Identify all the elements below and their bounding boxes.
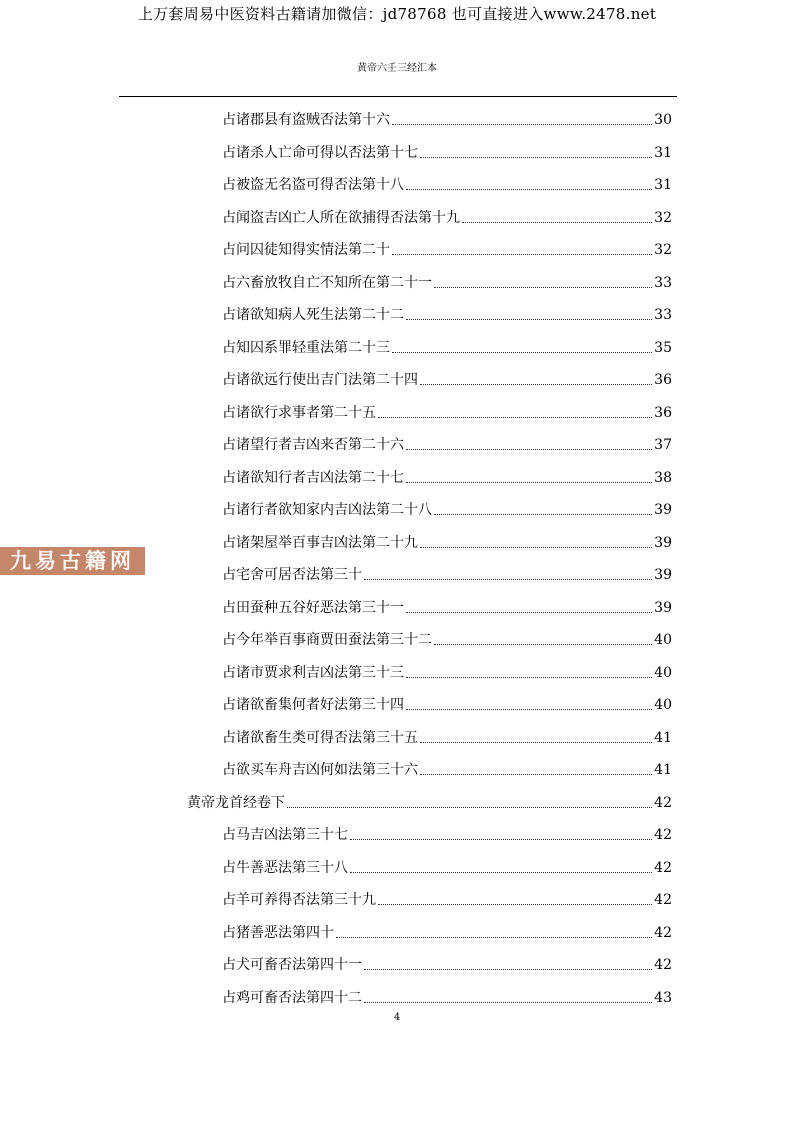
- toc-entry[interactable]: [222, 110, 672, 130]
- toc-entry-page: 39: [654, 502, 672, 518]
- toc-entry[interactable]: [222, 630, 672, 650]
- toc-entry[interactable]: [222, 923, 672, 943]
- toc-entry[interactable]: [222, 890, 672, 910]
- toc-entry[interactable]: [222, 240, 672, 260]
- toc-entry[interactable]: [222, 695, 672, 715]
- toc-entry-page: 41: [654, 762, 672, 778]
- toc-dot-leader: [378, 417, 652, 418]
- toc-entry[interactable]: [222, 273, 672, 293]
- toc-dot-leader: [364, 579, 652, 580]
- header-rule: [119, 96, 677, 97]
- toc-entry-title: 占猪善恶法第四十: [222, 924, 334, 941]
- toc-dot-leader: [420, 742, 652, 743]
- toc-entry-title: 占诸欲远行使出吉门法第二十四: [222, 372, 418, 388]
- toc-dot-leader: [462, 222, 652, 223]
- toc-entry[interactable]: [222, 858, 672, 878]
- toc-dot-leader: [434, 514, 652, 515]
- toc-entry[interactable]: [222, 305, 672, 325]
- toc-entry-page: 31: [654, 144, 672, 161]
- toc-entry[interactable]: [222, 370, 672, 390]
- toc-entry-page: 39: [654, 534, 672, 551]
- toc-entry-page: 42: [654, 827, 672, 843]
- toc-entry-title: 占诸欲畜生类可得否法第三十五: [222, 729, 418, 746]
- toc-entry[interactable]: [222, 175, 672, 195]
- toc-dot-leader: [406, 449, 652, 450]
- toc-entry-title: 占六畜放牧自亡不知所在第二十一: [222, 274, 432, 291]
- toc-entry-title: 占羊可养得否法第三十九: [222, 892, 376, 908]
- toc-dot-leader: [364, 1002, 652, 1003]
- toc-dot-leader: [336, 937, 652, 938]
- toc-entry-page: 39: [654, 599, 672, 616]
- toc-entry[interactable]: [222, 468, 672, 488]
- toc-entry-page: 36: [654, 372, 672, 388]
- toc-entry-page: 42: [654, 957, 672, 973]
- toc-entry-title: 占被盗无名盗可得否法第十八: [222, 177, 404, 193]
- toc-entry-page: 42: [654, 794, 672, 811]
- toc-entry-page: 36: [654, 404, 672, 421]
- toc-dot-leader: [364, 969, 652, 970]
- toc-entry-title: 占闻盗吉凶亡人所在欲捕得否法第十九: [222, 209, 460, 226]
- toc-dot-leader: [378, 904, 652, 905]
- toc-entry-page: 40: [654, 664, 672, 681]
- toc-entry[interactable]: [222, 208, 672, 228]
- toc-entry-title: 占知囚系罪轻重法第二十三: [222, 339, 390, 356]
- toc-dot-leader: [406, 189, 652, 190]
- toc-entry[interactable]: [187, 793, 672, 813]
- toc-entry-page: 35: [654, 339, 672, 356]
- toc-entry[interactable]: [222, 728, 672, 748]
- toc-entry-page: 40: [654, 697, 672, 713]
- toc-entry[interactable]: [222, 338, 672, 358]
- toc-dot-leader: [420, 157, 652, 158]
- toc-dot-leader: [287, 807, 652, 808]
- toc-dot-leader: [350, 839, 652, 840]
- toc-entry-title: 占诸望行者吉凶来否第二十六: [222, 437, 404, 453]
- toc-entry-page: 42: [654, 924, 672, 941]
- toc-entry-page: 38: [654, 469, 672, 486]
- toc-entry-page: 41: [654, 729, 672, 746]
- toc-entry-title: 占田蚕种五谷好恶法第三十一: [222, 599, 404, 616]
- running-head: 黄帝六壬三经汇本: [357, 63, 437, 74]
- header-banner: 上万套周易中医资料古籍请加微信：jd78768 也可直接进入www.2478.net: [137, 5, 657, 23]
- toc-entry-page: 33: [654, 274, 672, 291]
- toc-dot-leader: [392, 352, 652, 353]
- toc-entry-title: 占宅舍可居否法第三十: [222, 567, 362, 583]
- toc-dot-leader: [406, 709, 652, 710]
- toc-entry-page: 32: [654, 242, 672, 258]
- toc-entry-page: 42: [654, 892, 672, 908]
- toc-entry-page: 43: [654, 989, 672, 1006]
- toc-entry[interactable]: [222, 663, 672, 683]
- toc-dot-leader: [406, 482, 652, 483]
- watermark-logo: 九易古籍网: [0, 547, 145, 575]
- toc-entry-title: 占马吉凶法第三十七: [222, 827, 348, 843]
- toc-entry-title: 占诸欲知病人死生法第二十二: [222, 307, 404, 323]
- toc-dot-leader: [420, 774, 652, 775]
- toc-entry[interactable]: [222, 565, 672, 585]
- toc-entry-title: 占问囚徒知得实情法第二十: [222, 242, 390, 258]
- toc-entry-title: 占诸架屋举百事吉凶法第二十九: [222, 534, 418, 551]
- toc-entry[interactable]: [222, 435, 672, 455]
- toc-dot-leader: [392, 124, 652, 125]
- toc-entry[interactable]: [222, 143, 672, 163]
- toc-dot-leader: [392, 254, 652, 255]
- toc-entry[interactable]: [222, 988, 672, 1008]
- toc-dot-leader: [434, 644, 652, 645]
- toc-dot-leader: [420, 384, 652, 385]
- toc-entry[interactable]: [222, 955, 672, 975]
- toc-entry[interactable]: [222, 500, 672, 520]
- toc-entry[interactable]: [222, 825, 672, 845]
- toc-entry-page: 40: [654, 632, 672, 648]
- toc-entry-title: 占犬可畜否法第四十一: [222, 957, 362, 973]
- toc-entry-title: 占今年举百事商贾田蚕法第三十二: [222, 632, 432, 648]
- page-number: 4: [393, 1012, 401, 1023]
- toc-entry-page: 39: [654, 567, 672, 583]
- toc-entry-title: 占诸欲知行者吉凶法第二十七: [222, 469, 404, 486]
- toc-entry-page: 32: [654, 209, 672, 226]
- toc-entry-title: 占鸡可畜否法第四十二: [222, 989, 362, 1006]
- toc-entry-title: 占欲买车舟吉凶何如法第三十六: [222, 762, 418, 778]
- toc-dot-leader: [406, 612, 652, 613]
- toc-entry-title: 占诸行者欲知家内吉凶法第二十八: [222, 502, 432, 518]
- toc-entry-page: 33: [654, 307, 672, 323]
- toc-entry-page: 42: [654, 859, 672, 876]
- toc-entry-page: 37: [654, 437, 672, 453]
- toc-entry-title: 占诸市贾求利吉凶法第三十三: [222, 664, 404, 681]
- toc-dot-leader: [350, 872, 652, 873]
- toc-entry-title: 占诸欲畜集何者好法第三十四: [222, 697, 404, 713]
- toc-entry-title: 占诸杀人亡命可得以否法第十七: [222, 144, 418, 161]
- toc-entry-title: 黄帝龙首经卷下: [187, 794, 285, 811]
- toc-entry[interactable]: [222, 598, 672, 618]
- toc-entry-title: 占牛善恶法第三十八: [222, 859, 348, 876]
- toc-entry[interactable]: [222, 533, 672, 553]
- toc-entry-title: 占诸欲行求事者第二十五: [222, 404, 376, 421]
- toc-entry[interactable]: [222, 760, 672, 780]
- toc-dot-leader: [406, 319, 652, 320]
- toc-dot-leader: [434, 287, 652, 288]
- toc-entry[interactable]: [222, 403, 672, 423]
- toc-entry-page: 31: [654, 177, 672, 193]
- toc-dot-leader: [406, 677, 652, 678]
- toc-dot-leader: [420, 547, 652, 548]
- toc-entry-title: 占诸郡县有盗贼否法第十六: [222, 112, 390, 128]
- toc-entry-page: 30: [654, 112, 672, 128]
